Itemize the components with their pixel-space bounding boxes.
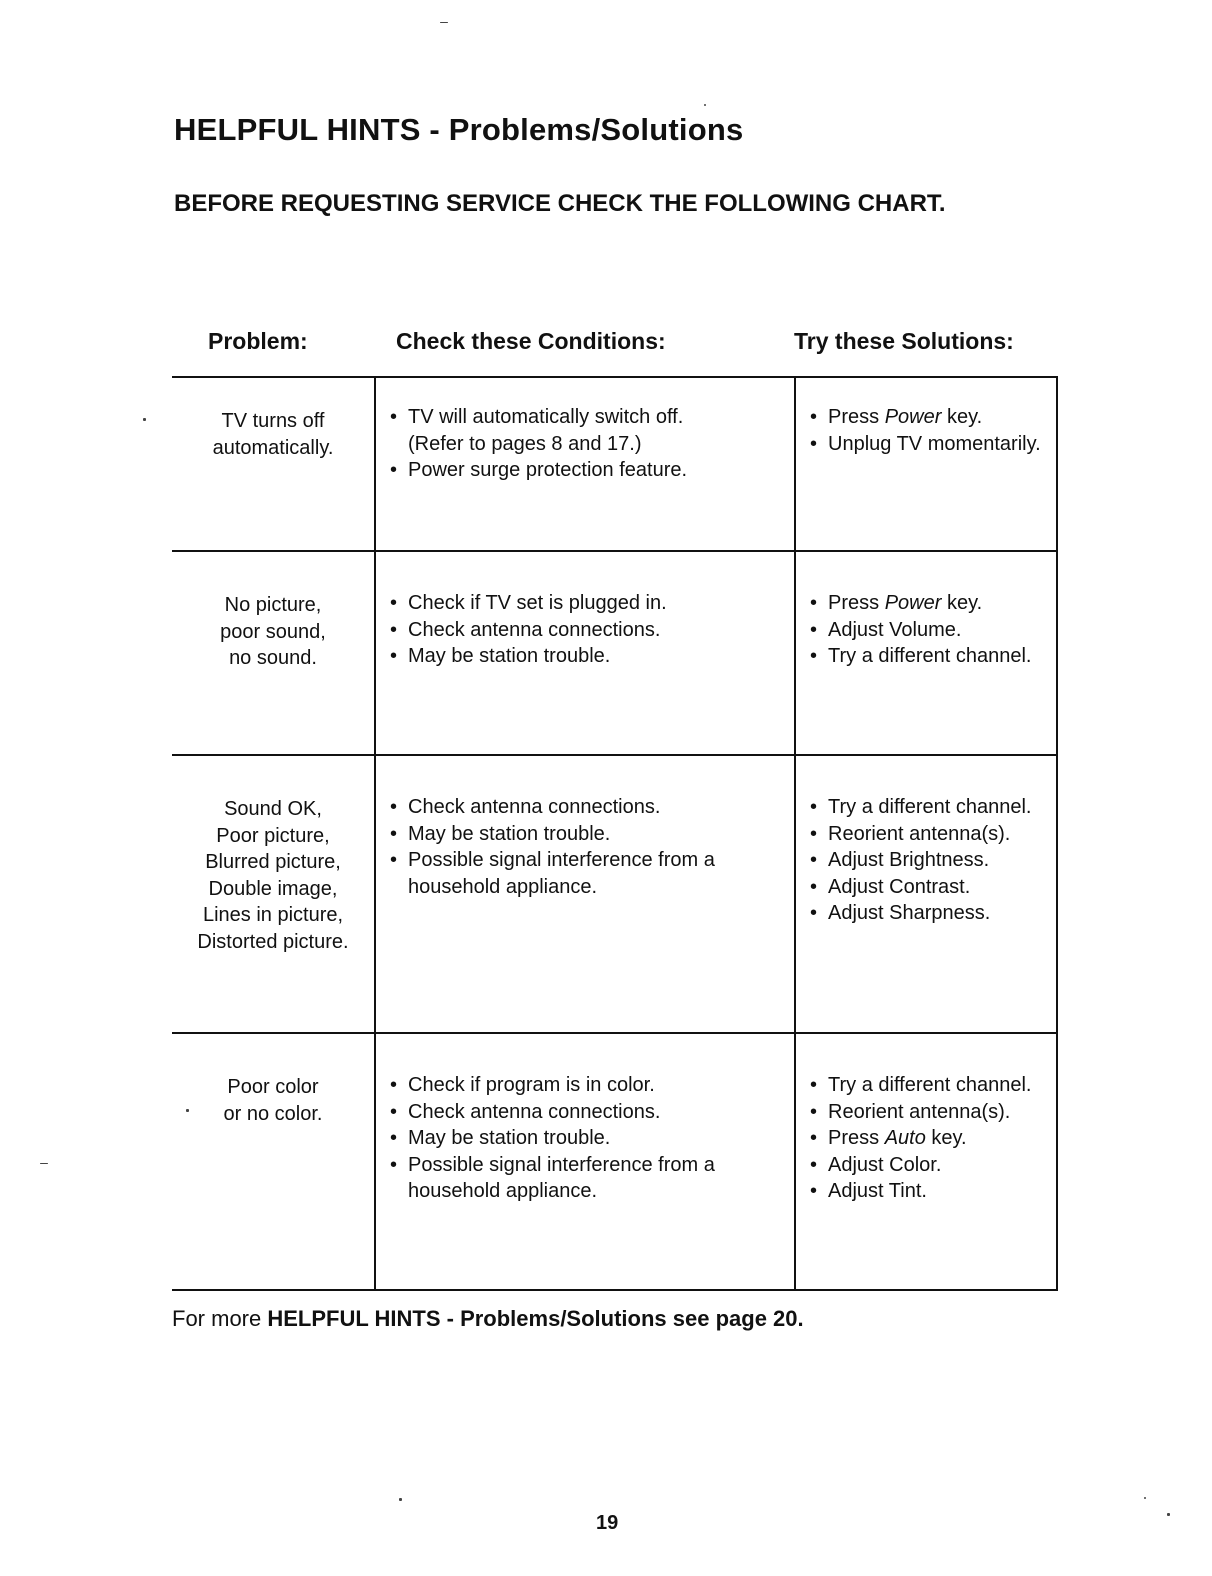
problem-text (176, 796, 370, 955)
solution-item: • Unplug TV momentarily. (810, 431, 1052, 458)
solution-item: • Adjust Tint. (810, 1178, 1052, 1205)
footer-prefix: For more (172, 1306, 268, 1331)
footer-suffix: see page 20. (666, 1306, 804, 1331)
condition-item: • Check antenna connections. (390, 617, 788, 644)
condition-item: • TV will automatically switch off. (Refer to pages 8 and 17.) (390, 404, 788, 457)
column-header-conditions: Check these Conditions: (396, 328, 666, 354)
key-name: Power (884, 592, 942, 614)
scan-speck (186, 1109, 189, 1112)
solutions-cell (795, 755, 1057, 1033)
problem-line: or no color. (223, 1102, 323, 1125)
chart-row (172, 755, 1057, 1033)
key-name: Power (884, 406, 942, 428)
problem-line: TV turns off (221, 410, 325, 432)
problem-line: Blurred picture, (205, 851, 341, 873)
scan-speck (440, 22, 448, 23)
solution-item: • Adjust Volume. (810, 617, 1052, 644)
conditions-list (390, 404, 788, 484)
problem-text (176, 592, 370, 672)
solution-item: • Adjust Contrast. (810, 874, 1052, 901)
solutions-list (810, 590, 1052, 670)
condition-item: • Check antenna connections. (390, 794, 788, 821)
page-number: 19 (596, 1512, 619, 1534)
problem-line: Poor picture, (216, 824, 330, 847)
problem-cell (172, 377, 375, 551)
solution-item: • Try a different channel. (810, 794, 1052, 821)
key-name: Auto (884, 1127, 926, 1149)
solution-item: • Press Power key. (810, 404, 1052, 431)
problem-line: Lines in picture, (202, 904, 344, 926)
page-title: HELPFUL HINTS - Problems/Solutions (174, 112, 744, 147)
scan-speck (1167, 1513, 1170, 1516)
problem-cell (172, 755, 375, 1033)
condition-item: • May be station trouble. (390, 643, 788, 670)
condition-item: • Check antenna connections. (390, 1099, 788, 1126)
troubleshooting-chart (172, 376, 1058, 1291)
column-header-solutions: Try these Solutions: (794, 328, 1014, 354)
chart-row (172, 377, 1057, 551)
conditions-list (390, 590, 788, 670)
conditions-list (390, 1072, 788, 1205)
solutions-list (810, 1072, 1052, 1205)
solutions-list (810, 404, 1052, 457)
solution-item: • Press Power key. (810, 590, 1052, 617)
problem-line: No picture, (224, 594, 322, 616)
condition-item: • May be station trouble. (390, 821, 788, 848)
conditions-cell (375, 755, 795, 1033)
scan-speck (40, 1163, 48, 1164)
solution-item: • Press Auto key. (810, 1125, 1052, 1152)
solutions-cell (795, 551, 1057, 755)
scan-speck (704, 104, 706, 106)
solutions-list (810, 794, 1052, 927)
condition-item: • Possible signal interference from a household appliance. (390, 847, 788, 900)
solution-item: • Adjust Brightness. (810, 847, 1052, 874)
problem-cell (172, 1033, 375, 1290)
solutions-cell (795, 1033, 1057, 1290)
condition-item: • Possible signal interference from a household appliance. (390, 1152, 788, 1205)
conditions-cell (375, 377, 795, 551)
chart-row (172, 551, 1057, 755)
solutions-cell (795, 377, 1057, 551)
problem-line: Sound OK, (224, 798, 322, 820)
page-subtitle: BEFORE REQUESTING SERVICE CHECK THE FOLLOWING CHART. (174, 190, 946, 217)
scan-speck (143, 418, 146, 421)
chart-row (172, 1033, 1057, 1290)
problem-line: no sound. (229, 647, 317, 669)
problem-text (176, 408, 370, 461)
solution-item: • Adjust Sharpness. (810, 900, 1052, 927)
condition-item: • Power surge protection feature. (390, 457, 788, 484)
solution-item: • Adjust Color. (810, 1152, 1052, 1179)
condition-item: • Check if program is in color. (390, 1072, 788, 1099)
scan-speck (399, 1498, 402, 1501)
problem-text (176, 1074, 370, 1127)
conditions-cell (375, 1033, 795, 1290)
solution-item: • Try a different channel. (810, 1072, 1052, 1099)
condition-item: • May be station trouble. (390, 1125, 788, 1152)
conditions-cell (375, 551, 795, 755)
conditions-list (390, 794, 788, 900)
problem-line: poor sound, (220, 620, 326, 643)
footer-note (172, 1306, 804, 1332)
solution-item: • Reorient antenna(s). (810, 821, 1052, 848)
solution-item: • Try a different channel. (810, 643, 1052, 670)
footer-reference: HELPFUL HINTS - Problems/Solutions (267, 1306, 667, 1331)
problem-line: automatically. (212, 436, 334, 459)
problem-cell (172, 551, 375, 755)
condition-item: • Check if TV set is plugged in. (390, 590, 788, 617)
problem-line: Poor color (227, 1076, 319, 1098)
solution-item: • Reorient antenna(s). (810, 1099, 1052, 1126)
problem-line: Distorted picture. (197, 930, 349, 953)
scan-speck (1144, 1497, 1146, 1499)
problem-line: Double image, (208, 877, 338, 900)
column-header-problem: Problem: (208, 328, 308, 354)
